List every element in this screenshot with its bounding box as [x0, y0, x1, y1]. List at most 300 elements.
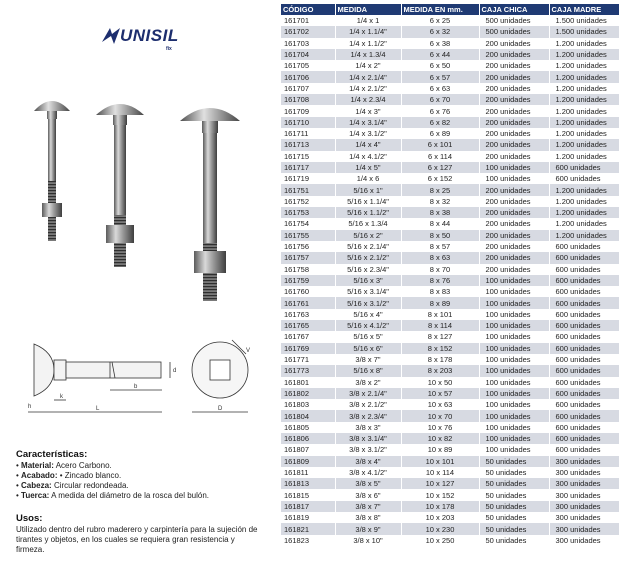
- table-row: [281, 49, 619, 60]
- table-row: [281, 15, 619, 26]
- cell-codigo: 161811: [281, 467, 335, 478]
- cell-caja-madre: 1.200 unidades: [549, 83, 619, 94]
- cell-codigo: 161769: [281, 343, 335, 354]
- cell-medida: 5/16 x 4.1/2": [335, 320, 401, 331]
- cell-medida: 5/16 x 3.1/4": [335, 286, 401, 297]
- table-row: [281, 26, 619, 37]
- cell-medida: 1/4 x 2": [335, 60, 401, 71]
- cell-caja-chica: 100 unidades: [479, 354, 549, 365]
- cell-caja-chica: 100 unidades: [479, 377, 549, 388]
- cell-caja-chica: 100 unidades: [479, 162, 549, 173]
- cell-codigo: 161719: [281, 173, 335, 184]
- spec-acabado: • Acabado: • Zincado blanco.: [16, 471, 122, 480]
- cell-caja-madre: 600 unidades: [549, 264, 619, 275]
- cell-medida: 3/8 x 2": [335, 377, 401, 388]
- cell-medida-mm: 6 x 57: [401, 71, 479, 82]
- cell-caja-chica: 200 unidades: [479, 196, 549, 207]
- cell-medida-mm: 10 x 230: [401, 523, 479, 534]
- cell-codigo: 161752: [281, 196, 335, 207]
- cell-caja-madre: 600 unidades: [549, 241, 619, 252]
- cell-codigo: 161807: [281, 444, 335, 455]
- table-row: [281, 71, 619, 82]
- cell-caja-chica: 100 unidades: [479, 309, 549, 320]
- cell-caja-madre: 1.200 unidades: [549, 49, 619, 60]
- drawing-label-V: V: [246, 348, 251, 354]
- table-row: [281, 218, 619, 229]
- cell-codigo: 161707: [281, 83, 335, 94]
- cell-caja-madre: 1.200 unidades: [549, 94, 619, 105]
- cell-caja-madre: 300 unidades: [549, 489, 619, 500]
- cell-caja-chica: 200 unidades: [479, 264, 549, 275]
- specs-title: Características:: [16, 449, 88, 460]
- cell-medida: 1/4 x 2.3/4: [335, 94, 401, 105]
- cell-caja-madre: 1.200 unidades: [549, 151, 619, 162]
- cell-codigo: 161709: [281, 105, 335, 116]
- table-row: [281, 286, 619, 297]
- cell-codigo: 161708: [281, 94, 335, 105]
- cell-caja-chica: 50 unidades: [479, 489, 549, 500]
- product-table-container: [281, 4, 619, 546]
- cell-medida-mm: 8 x 25: [401, 184, 479, 195]
- cell-medida: 1/4 x 3.1/4": [335, 117, 401, 128]
- cell-caja-chica: 100 unidades: [479, 422, 549, 433]
- cell-medida-mm: 8 x 32: [401, 196, 479, 207]
- table-row: [281, 523, 619, 534]
- cell-medida: 1/4 x 2.1/2": [335, 83, 401, 94]
- cell-medida-mm: 6 x 76: [401, 105, 479, 116]
- cell-medida: 3/8 x 2.1/4": [335, 388, 401, 399]
- cell-medida: 5/16 x 2.3/4": [335, 264, 401, 275]
- cell-caja-chica: 100 unidades: [479, 410, 549, 421]
- cell-codigo: 161754: [281, 218, 335, 229]
- table-row: [281, 478, 619, 489]
- brand-logo: [100, 22, 180, 54]
- table-row: [281, 94, 619, 105]
- cell-caja-chica: 50 unidades: [479, 501, 549, 512]
- cell-codigo: 161823: [281, 535, 335, 546]
- drawing-label-b: b: [134, 384, 138, 390]
- cell-caja-madre: 600 unidades: [549, 252, 619, 263]
- cell-caja-madre: 600 unidades: [549, 309, 619, 320]
- cell-caja-chica: 200 unidades: [479, 218, 549, 229]
- cell-caja-madre: 1.200 unidades: [549, 230, 619, 241]
- cell-codigo: 161771: [281, 354, 335, 365]
- cell-codigo: 161757: [281, 252, 335, 263]
- cell-medida: 3/8 x 3.1/4": [335, 433, 401, 444]
- cell-medida: 3/8 x 3": [335, 422, 401, 433]
- cell-caja-madre: 300 unidades: [549, 467, 619, 478]
- table-header-row: [281, 4, 619, 15]
- cell-caja-chica: 200 unidades: [479, 139, 549, 150]
- cell-caja-madre: 1.200 unidades: [549, 218, 619, 229]
- table-row: [281, 162, 619, 173]
- table-row: [281, 399, 619, 410]
- cell-codigo: 161773: [281, 365, 335, 376]
- cell-medida: 5/16 x 2": [335, 230, 401, 241]
- cell-medida-mm: 10 x 89: [401, 444, 479, 455]
- cell-caja-madre: 1.200 unidades: [549, 60, 619, 71]
- cell-medida-mm: 8 x 203: [401, 365, 479, 376]
- cell-medida: 5/16 x 3": [335, 275, 401, 286]
- cell-caja-madre: 600 unidades: [549, 410, 619, 421]
- drawing-label-L: L: [96, 406, 100, 412]
- usos-section: [16, 514, 261, 555]
- cell-medida: 3/8 x 7": [335, 501, 401, 512]
- cell-medida-mm: 10 x 70: [401, 410, 479, 421]
- cell-medida-mm: 8 x 57: [401, 241, 479, 252]
- cell-codigo: 161804: [281, 410, 335, 421]
- cell-caja-chica: 100 unidades: [479, 444, 549, 455]
- header-caja-chica: CAJA CHICA: [479, 4, 549, 15]
- cell-caja-chica: 200 unidades: [479, 71, 549, 82]
- cell-caja-madre: 1.500 unidades: [549, 15, 619, 26]
- cell-codigo: 161821: [281, 523, 335, 534]
- cell-medida-mm: 6 x 50: [401, 60, 479, 71]
- table-row: [281, 433, 619, 444]
- technical-drawing: [20, 330, 260, 420]
- cell-medida-mm: 6 x 70: [401, 94, 479, 105]
- table-row: [281, 410, 619, 421]
- cell-medida: 5/16 x 5": [335, 331, 401, 342]
- spec-tuerca: • Tuerca: A medida del diámetro de la rosca del bulón.: [16, 491, 209, 500]
- cell-caja-chica: 50 unidades: [479, 523, 549, 534]
- spec-cabeza: • Cabeza: Circular redondeada.: [16, 481, 129, 490]
- cell-medida-mm: 6 x 101: [401, 139, 479, 150]
- cell-medida: 1/4 x 6: [335, 173, 401, 184]
- table-row: [281, 184, 619, 195]
- cell-codigo: 161765: [281, 320, 335, 331]
- table-row: [281, 501, 619, 512]
- cell-medida-mm: 10 x 82: [401, 433, 479, 444]
- table-row: [281, 230, 619, 241]
- cell-medida: 1/4 x 3": [335, 105, 401, 116]
- cell-codigo: 161760: [281, 286, 335, 297]
- cell-caja-chica: 100 unidades: [479, 365, 549, 376]
- cell-caja-chica: 200 unidades: [479, 207, 549, 218]
- cell-caja-madre: 300 unidades: [549, 478, 619, 489]
- cell-caja-madre: 600 unidades: [549, 354, 619, 365]
- cell-caja-madre: 600 unidades: [549, 422, 619, 433]
- cell-medida: 5/16 x 2.1/2": [335, 252, 401, 263]
- cell-medida-mm: 10 x 114: [401, 467, 479, 478]
- cell-caja-chica: 100 unidades: [479, 433, 549, 444]
- header-medida-mm: MEDIDA EN mm.: [401, 4, 479, 15]
- cell-medida-mm: 8 x 114: [401, 320, 479, 331]
- cell-medida-mm: 10 x 152: [401, 489, 479, 500]
- cell-caja-chica: 50 unidades: [479, 535, 549, 546]
- cell-medida: 3/8 x 6": [335, 489, 401, 500]
- table-row: [281, 535, 619, 546]
- cell-medida: 5/16 x 4": [335, 309, 401, 320]
- cell-medida: 3/8 x 4": [335, 456, 401, 467]
- cell-medida: 3/8 x 3.1/2": [335, 444, 401, 455]
- cell-caja-chica: 200 unidades: [479, 117, 549, 128]
- table-row: [281, 320, 619, 331]
- cell-medida-mm: 8 x 50: [401, 230, 479, 241]
- cell-medida-mm: 6 x 25: [401, 15, 479, 26]
- cell-medida-mm: 10 x 101: [401, 456, 479, 467]
- usos-title: Usos:: [16, 513, 43, 524]
- cell-codigo: 161813: [281, 478, 335, 489]
- cell-caja-chica: 50 unidades: [479, 456, 549, 467]
- cell-medida-mm: 10 x 50: [401, 377, 479, 388]
- cell-caja-chica: 100 unidades: [479, 286, 549, 297]
- carriage-bolts-illustration: [20, 85, 260, 305]
- cell-codigo: 161759: [281, 275, 335, 286]
- cell-medida-mm: 6 x 89: [401, 128, 479, 139]
- cell-caja-chica: 50 unidades: [479, 478, 549, 489]
- cell-caja-chica: 500 unidades: [479, 15, 549, 26]
- cell-caja-chica: 200 unidades: [479, 252, 549, 263]
- cell-caja-madre: 300 unidades: [549, 523, 619, 534]
- cell-caja-chica: 200 unidades: [479, 230, 549, 241]
- drawing-label-k: k: [60, 394, 63, 400]
- cell-codigo: 161805: [281, 422, 335, 433]
- cell-medida: 5/16 x 2.1/4": [335, 241, 401, 252]
- cell-medida-mm: 6 x 114: [401, 151, 479, 162]
- table-row: [281, 207, 619, 218]
- cell-caja-madre: 600 unidades: [549, 331, 619, 342]
- cell-codigo: 161713: [281, 139, 335, 150]
- cell-caja-madre: 1.200 unidades: [549, 71, 619, 82]
- cell-caja-madre: 1.200 unidades: [549, 196, 619, 207]
- table-row: [281, 196, 619, 207]
- cell-medida-mm: 8 x 44: [401, 218, 479, 229]
- cell-codigo: 161703: [281, 38, 335, 49]
- cell-codigo: 161753: [281, 207, 335, 218]
- spec-material: • Material: Acero Carbono.: [16, 461, 112, 470]
- cell-codigo: 161801: [281, 377, 335, 388]
- specs-section: [16, 450, 276, 501]
- cell-codigo: 161817: [281, 501, 335, 512]
- drawing-label-D: D: [218, 406, 223, 412]
- cell-caja-madre: 300 unidades: [549, 535, 619, 546]
- cell-medida-mm: 10 x 250: [401, 535, 479, 546]
- table-row: [281, 467, 619, 478]
- cell-medida: 1/4 x 5": [335, 162, 401, 173]
- cell-codigo: 161706: [281, 71, 335, 82]
- cell-codigo: 161710: [281, 117, 335, 128]
- cell-caja-chica: 200 unidades: [479, 128, 549, 139]
- cell-medida-mm: 10 x 178: [401, 501, 479, 512]
- cell-caja-madre: 300 unidades: [549, 512, 619, 523]
- cell-caja-chica: 200 unidades: [479, 49, 549, 60]
- cell-codigo: 161758: [281, 264, 335, 275]
- cell-medida-mm: 8 x 63: [401, 252, 479, 263]
- cell-medida: 5/16 x 1.1/2": [335, 207, 401, 218]
- cell-caja-chica: 100 unidades: [479, 399, 549, 410]
- cell-medida: 3/8 x 2.3/4": [335, 410, 401, 421]
- table-row: [281, 241, 619, 252]
- cell-caja-chica: 200 unidades: [479, 241, 549, 252]
- cell-medida: 5/16 x 8": [335, 365, 401, 376]
- table-row: [281, 38, 619, 49]
- cell-medida-mm: 8 x 83: [401, 286, 479, 297]
- cell-caja-chica: 200 unidades: [479, 105, 549, 116]
- cell-codigo: 161802: [281, 388, 335, 399]
- table-row: [281, 173, 619, 184]
- cell-medida: 3/8 x 7": [335, 354, 401, 365]
- cell-caja-madre: 300 unidades: [549, 501, 619, 512]
- cell-caja-madre: 600 unidades: [549, 162, 619, 173]
- drawing-label-d: d: [173, 368, 177, 374]
- cell-codigo: 161819: [281, 512, 335, 523]
- table-row: [281, 105, 619, 116]
- cell-medida-mm: 8 x 178: [401, 354, 479, 365]
- cell-caja-madre: 600 unidades: [549, 377, 619, 388]
- cell-medida: 3/8 x 4.1/2": [335, 467, 401, 478]
- cell-caja-madre: 600 unidades: [549, 399, 619, 410]
- cell-medida: 1/4 x 1.1/4": [335, 26, 401, 37]
- cell-codigo: 161803: [281, 399, 335, 410]
- cell-caja-madre: 600 unidades: [549, 433, 619, 444]
- cell-medida: 3/8 x 8": [335, 512, 401, 523]
- cell-medida: 1/4 x 1.3/4: [335, 49, 401, 60]
- brand-logo-icon: [100, 26, 122, 46]
- cell-medida: 5/16 x 1": [335, 184, 401, 195]
- cell-codigo: 161701: [281, 15, 335, 26]
- cell-codigo: 161702: [281, 26, 335, 37]
- cell-caja-madre: 1.200 unidades: [549, 105, 619, 116]
- cell-medida: 5/16 x 3.1/2": [335, 297, 401, 308]
- cell-medida: 3/8 x 2.1/2": [335, 399, 401, 410]
- cell-caja-chica: 200 unidades: [479, 83, 549, 94]
- cell-caja-chica: 50 unidades: [479, 512, 549, 523]
- cell-caja-chica: 500 unidades: [479, 26, 549, 37]
- table-row: [281, 512, 619, 523]
- cell-codigo: 161763: [281, 309, 335, 320]
- table-row: [281, 343, 619, 354]
- cell-codigo: 161704: [281, 49, 335, 60]
- table-row: [281, 365, 619, 376]
- cell-medida-mm: 6 x 152: [401, 173, 479, 184]
- cell-medida-mm: 8 x 89: [401, 297, 479, 308]
- product-info-panel: [0, 0, 278, 575]
- cell-medida-mm: 6 x 44: [401, 49, 479, 60]
- cell-medida-mm: 10 x 63: [401, 399, 479, 410]
- cell-caja-chica: 100 unidades: [479, 297, 549, 308]
- cell-medida-mm: 10 x 203: [401, 512, 479, 523]
- header-codigo: CÓDIGO: [281, 4, 335, 15]
- cell-medida-mm: 8 x 101: [401, 309, 479, 320]
- cell-medida-mm: 10 x 127: [401, 478, 479, 489]
- cell-medida: 5/16 x 1.1/4": [335, 196, 401, 207]
- cell-medida: 5/16 x 1.3/4: [335, 218, 401, 229]
- cell-medida-mm: 8 x 76: [401, 275, 479, 286]
- table-row: [281, 60, 619, 71]
- usos-text: Utilizado dentro del rubro maderero y carpintería para la sujeción de tirantes y objetos, en los cuales se requiera gran resistencia y firmeza.: [16, 525, 258, 554]
- cell-medida: 3/8 x 9": [335, 523, 401, 534]
- cell-caja-madre: 1.200 unidades: [549, 117, 619, 128]
- cell-medida: 1/4 x 3.1/2": [335, 128, 401, 139]
- cell-caja-madre: 600 unidades: [549, 343, 619, 354]
- table-row: [281, 331, 619, 342]
- cell-medida-mm: 10 x 76: [401, 422, 479, 433]
- table-row: [281, 128, 619, 139]
- cell-caja-chica: 100 unidades: [479, 275, 549, 286]
- cell-caja-chica: 200 unidades: [479, 184, 549, 195]
- product-table: [281, 4, 620, 546]
- cell-caja-chica: 100 unidades: [479, 343, 549, 354]
- cell-medida-mm: 8 x 38: [401, 207, 479, 218]
- cell-caja-chica: 100 unidades: [479, 388, 549, 399]
- header-medida: MEDIDA: [335, 4, 401, 15]
- cell-codigo: 161751: [281, 184, 335, 195]
- table-row: [281, 309, 619, 320]
- table-row: [281, 377, 619, 388]
- table-row: [281, 456, 619, 467]
- table-row: [281, 297, 619, 308]
- cell-caja-madre: 600 unidades: [549, 320, 619, 331]
- table-row: [281, 444, 619, 455]
- cell-medida: 1/4 x 1.1/2": [335, 38, 401, 49]
- cell-caja-madre: 600 unidades: [549, 444, 619, 455]
- cell-medida: 5/16 x 6": [335, 343, 401, 354]
- cell-caja-madre: 600 unidades: [549, 173, 619, 184]
- cell-codigo: 161717: [281, 162, 335, 173]
- table-row: [281, 388, 619, 399]
- table-row: [281, 489, 619, 500]
- cell-codigo: 161705: [281, 60, 335, 71]
- table-row: [281, 151, 619, 162]
- cell-caja-madre: 1.200 unidades: [549, 139, 619, 150]
- cell-caja-chica: 200 unidades: [479, 60, 549, 71]
- cell-codigo: 161761: [281, 297, 335, 308]
- cell-caja-madre: 1.500 unidades: [549, 26, 619, 37]
- cell-caja-madre: 600 unidades: [549, 275, 619, 286]
- table-row: [281, 422, 619, 433]
- cell-caja-chica: 200 unidades: [479, 38, 549, 49]
- cell-caja-madre: 1.200 unidades: [549, 38, 619, 49]
- cell-codigo: 161809: [281, 456, 335, 467]
- cell-medida-mm: 8 x 70: [401, 264, 479, 275]
- cell-caja-chica: 100 unidades: [479, 320, 549, 331]
- cell-medida-mm: 6 x 38: [401, 38, 479, 49]
- table-row: [281, 139, 619, 150]
- table-row: [281, 252, 619, 263]
- cell-caja-madre: 600 unidades: [549, 365, 619, 376]
- cell-caja-chica: 200 unidades: [479, 94, 549, 105]
- cell-medida-mm: 6 x 63: [401, 83, 479, 94]
- cell-codigo: 161806: [281, 433, 335, 444]
- cell-caja-chica: 100 unidades: [479, 173, 549, 184]
- cell-codigo: 161755: [281, 230, 335, 241]
- cell-caja-madre: 1.200 unidades: [549, 207, 619, 218]
- cell-caja-madre: 600 unidades: [549, 297, 619, 308]
- brand-name: UNISIL: [120, 26, 179, 45]
- cell-medida: 1/4 x 1: [335, 15, 401, 26]
- cell-medida-mm: 10 x 57: [401, 388, 479, 399]
- cell-caja-madre: 600 unidades: [549, 286, 619, 297]
- cell-medida: 1/4 x 4.1/2": [335, 151, 401, 162]
- cell-codigo: 161767: [281, 331, 335, 342]
- cell-codigo: 161756: [281, 241, 335, 252]
- cell-medida-mm: 6 x 82: [401, 117, 479, 128]
- table-row: [281, 117, 619, 128]
- cell-medida-mm: 8 x 127: [401, 331, 479, 342]
- cell-codigo: 161711: [281, 128, 335, 139]
- cell-medida: 3/8 x 5": [335, 478, 401, 489]
- cell-medida-mm: 8 x 152: [401, 343, 479, 354]
- cell-medida: 1/4 x 4": [335, 139, 401, 150]
- cell-caja-chica: 50 unidades: [479, 467, 549, 478]
- table-row: [281, 275, 619, 286]
- header-caja-madre: CAJA MADRE: [549, 4, 619, 15]
- brand-sub: fix: [166, 46, 172, 52]
- cell-caja-madre: 1.200 unidades: [549, 128, 619, 139]
- drawing-label-h: h: [28, 404, 32, 410]
- cell-caja-madre: 1.200 unidades: [549, 184, 619, 195]
